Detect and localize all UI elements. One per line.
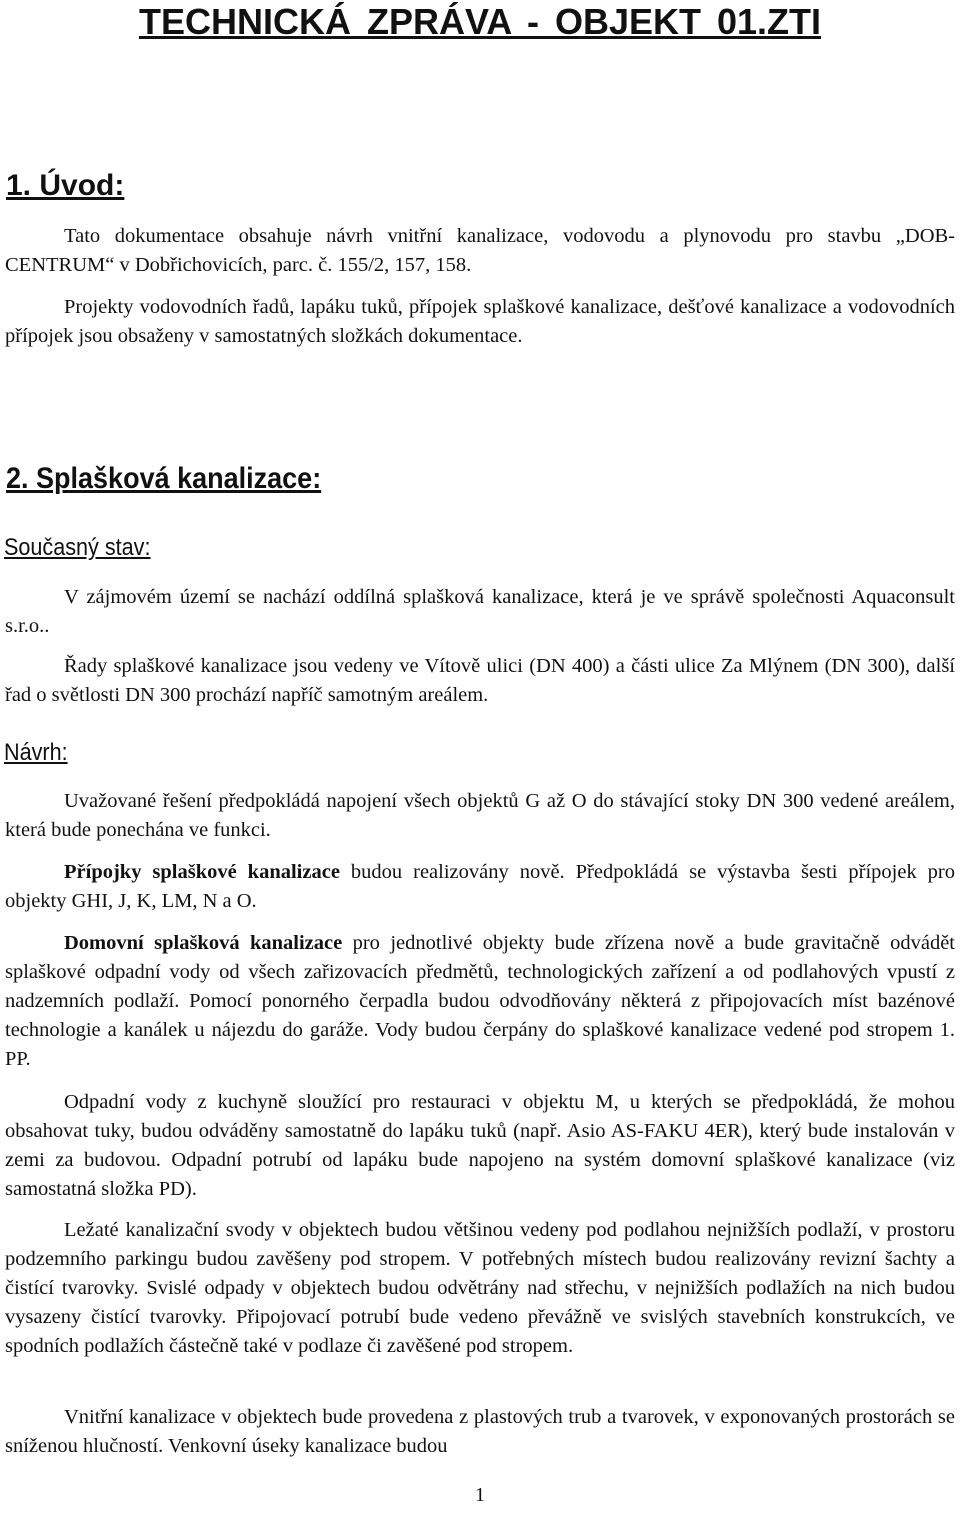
intro-paragraph-1: Tato dokumentace obsahuje návrh vnitřní kanalizace, vodovodu a plynovodu pro stavbu „DOB-CENTRUM“ v Dobřichovicích, parc. č. 155/2, 157, 158. (5, 225, 955, 276)
current-state-paragraph-1: V zájmovém území se nachází oddílná splašková kanalizace, která je ve správě společnosti Aquaconsult s.r.o.. (5, 586, 955, 637)
section-heading-sewer: 2. Splašková kanalizace: (6, 462, 322, 495)
design-paragraph-3-text: pro jednotlivé objekty bude zřízena nově a bude gravitačně odvádět splaškové odpadní vody od všech zařizovacích předmětů, technologických zařízení a od podlahových vpustí z nadzemních podlaží. Pomocí ponorného čerpadla budou odvodňovány některá z připojovacích míst bazénové technologie a kanálek u nájezdu do garáže. Vody budou čerpány do splaškové kanalizace vedené pod stropem 1. PP. (5, 932, 956, 1070)
design-paragraph-6: Vnitřní kanalizace v objektech bude provedena z plastových trub a tvarovek, v exponovaných prostorách se sníženou hlučností. Venkovní úseky kanalizace budou (5, 1406, 955, 1457)
design-paragraph-2-text: budou realizovány nově. Předpokládá se výstavba šesti přípojek pro objekty GHI, J, K, LM, N a O. (5, 861, 955, 912)
design-paragraph-3-bold: Domovní splašková kanalizace (64, 932, 343, 954)
design-paragraph-2 (5, 858, 955, 916)
subheading-design: Návrh: (4, 739, 68, 766)
design-paragraph-5: Ležaté kanalizační svody v objektech budou většinou vedeny pod podlahou nejnižších podlaží, v prostoru podzemního parkingu budou zavěšeny pod stropem. V potřebných místech budou realizovány revizní šachty a čistící tvarovky. Svislé odpady v objektech budou odvětrány nad střechu, v nejnižších podlažích na nich budou vysazeny čistící tvarovky. Připojovací potrubí bude vedeno převážně ve svislých stavebních konstrukcích, ve spodních podlažích částečně také v podlaze či zavěšené pod stropem. (5, 1219, 955, 1357)
intro-paragraph-2: Projekty vodovodních řadů, lapáku tuků, přípojek splaškové kanalizace, dešťové kanalizace a vodovodních přípojek jsou obsaženy v samostatných složkách dokumentace. (5, 296, 955, 347)
subheading-current-state: Současný stav: (4, 534, 151, 561)
document-title: TECHNICKÁ ZPRÁVA - OBJEKT 01.ZTI (138, 1, 822, 42)
design-paragraph-3 (5, 929, 955, 1074)
design-paragraph-2-bold: Přípojky splaškové kanalizace (64, 861, 340, 883)
section-heading-intro: 1. Úvod: (6, 169, 125, 202)
page-number: 1 (475, 1484, 485, 1506)
current-state-paragraph-2: Řady splaškové kanalizace jsou vedeny ve Vítově ulici (DN 400) a části ulice Za Mlýnem (DN 300), další řad o světlosti DN 300 prochází napříč samotným areálem. (5, 655, 955, 706)
design-paragraph-1: Uvažované řešení předpokládá napojení všech objektů G až O do stávající stoky DN 300 vedené areálem, která bude ponechána ve funkci. (5, 790, 955, 841)
design-paragraph-4: Odpadní vody z kuchyně sloužící pro restauraci v objektu M, u kterých se předpokládá, že mohou obsahovat tuky, budou odváděny samostatně do lapáku tuků (např. Asio AS-FAKU 4ER), který bude instalován v zemi za budovou. Odpadní potrubí od lapáku bude napojeno na systém domovní splaškové kanalizace (viz samostatná složka PD). (5, 1091, 955, 1200)
